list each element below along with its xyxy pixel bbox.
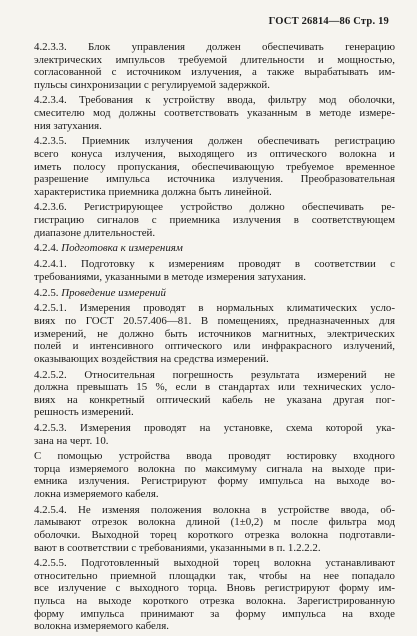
text-line: 4.2.3.4. Требования к устройству ввода, фильтру мод оболочки, [34, 94, 395, 107]
text-line: должна превышать 15 %, если в стандартах или технических усло- [34, 381, 395, 394]
section-number: 4.2.5. [34, 286, 62, 299]
text-line: требованиями, указанными в методе измерения затухания. [34, 270, 307, 283]
text-line: вают в соответствии с требованиями, указанными в п. 1.2.2.2. [34, 541, 321, 554]
paragraph [17, 201, 395, 239]
text-line: 4.2.3.5. Приемник излучения должен обеспечивать регистрацию [34, 135, 395, 148]
text-line: диапазоне длительностей. [34, 226, 156, 239]
text-line: виях на конкретный оптический кабель не указана другая пог- [34, 393, 395, 406]
page-header: ГОСТ 26814—86 Стр. 19 [268, 16, 389, 27]
text-line: 4.2.4.1. Подготовку к измерениям проводят в соответствии с [34, 258, 395, 271]
text-line: С помощью устройства ввода проводят юстировку входного [34, 450, 395, 463]
text-line: емника излучения. Регистрируют форму импульса на выходе во- [34, 475, 395, 488]
paragraph [17, 557, 395, 632]
text-line: 4.2.3.6. Регистрирующее устройство должно обеспечивать ре- [34, 201, 395, 214]
paragraph [17, 258, 395, 283]
paragraph [17, 94, 395, 132]
text-line: 4.2.5.4. Не изменяя положения волокна в устройстве ввода, об- [34, 503, 395, 516]
text-line: 4.2.3.3. Блок управления должен обеспечивать генерацию [34, 41, 395, 53]
text-line: полей и интенсивного оптического или инфракрасного излучений, [34, 340, 395, 353]
text-line: локна измеряемого кабеля. [34, 488, 159, 501]
text-line: 4.2.5.1. Измерения проводят в нормальных климатических усло- [34, 302, 395, 315]
section-heading [17, 242, 395, 255]
text-line: все излучение с выходного торца. Вновь регистрируют форму им- [34, 582, 395, 595]
text-line: оболочки. Выходной торец короткого отрезка волокна подготавли- [34, 528, 395, 541]
text-line: иметь полосу пропускания, обеспечивающую требуемое временное [34, 160, 395, 173]
text-line: волокна измеряемого кабеля. [34, 620, 169, 633]
section-heading [17, 287, 395, 300]
paragraph [17, 504, 395, 554]
text-line: гистрацию сигналов с приемника излучения в соответствующем [34, 214, 395, 226]
document-body [17, 41, 395, 636]
section-number: 4.2.4. [34, 242, 62, 255]
paragraph [17, 41, 395, 91]
paragraph [17, 450, 395, 500]
paragraph [17, 369, 395, 419]
text-line: разрешение импульса источника излучения. Преобразовательная [34, 173, 395, 186]
text-line: 4.2.5.3. Измерения проводят на установке, схема которой ука- [34, 421, 395, 434]
text-line: согласованной с источником излучения, а также вырабатывать им- [34, 66, 395, 79]
section-title: Подготовка к измерениям [61, 242, 183, 255]
text-line: относительно приемной площадки так, чтобы на нее попадало [34, 569, 395, 582]
text-line: пульса на выходе короткого отрезка волокна. Зарегистрированную [34, 594, 395, 607]
text-line: всего конуса излучения, выходящего из оптического волокна и [34, 147, 395, 160]
text-line: 4.2.5.2. Относительная погрешность результата измерений не [34, 368, 395, 381]
text-line: решность измерений. [34, 406, 134, 419]
text-line: ния затухания. [34, 119, 102, 132]
text-line: торца измеряемого волокна по максимуму сигнала на выходе при- [34, 462, 395, 475]
paragraph [17, 422, 395, 447]
text-line: измерений, не должно быть источников магнитных, электрических [34, 327, 395, 340]
text-line: пульсы синхронизации с регулируемой задержкой. [34, 78, 270, 91]
paragraph [17, 302, 395, 365]
section-title: Проведение измерений [61, 286, 166, 299]
text-line: оказывающих воздействия на средства измерений. [34, 352, 269, 365]
text-line: смесителю мод должны соответствовать указанным в методе измере- [34, 107, 395, 120]
text-line: 4.2.5.5. Подготовленный выходной торец волокна устанавливают [34, 557, 395, 570]
paragraph [17, 135, 395, 198]
text-line: форму импульса принимают за форму импульса на входе [34, 607, 395, 620]
text-line: зана на черт. 10. [34, 434, 109, 447]
text-line: электрических импульсов требуемой длительности и мощностью, [34, 53, 395, 66]
text-line: виях по ГОСТ 20.57.406—81. В помещениях, предназначенных для [34, 315, 395, 328]
text-line: характеристика приемника должна быть линейной. [34, 185, 272, 198]
text-line: ламывают отрезок волокна длиной (1±0,2) м после фильтра мод [34, 516, 395, 529]
